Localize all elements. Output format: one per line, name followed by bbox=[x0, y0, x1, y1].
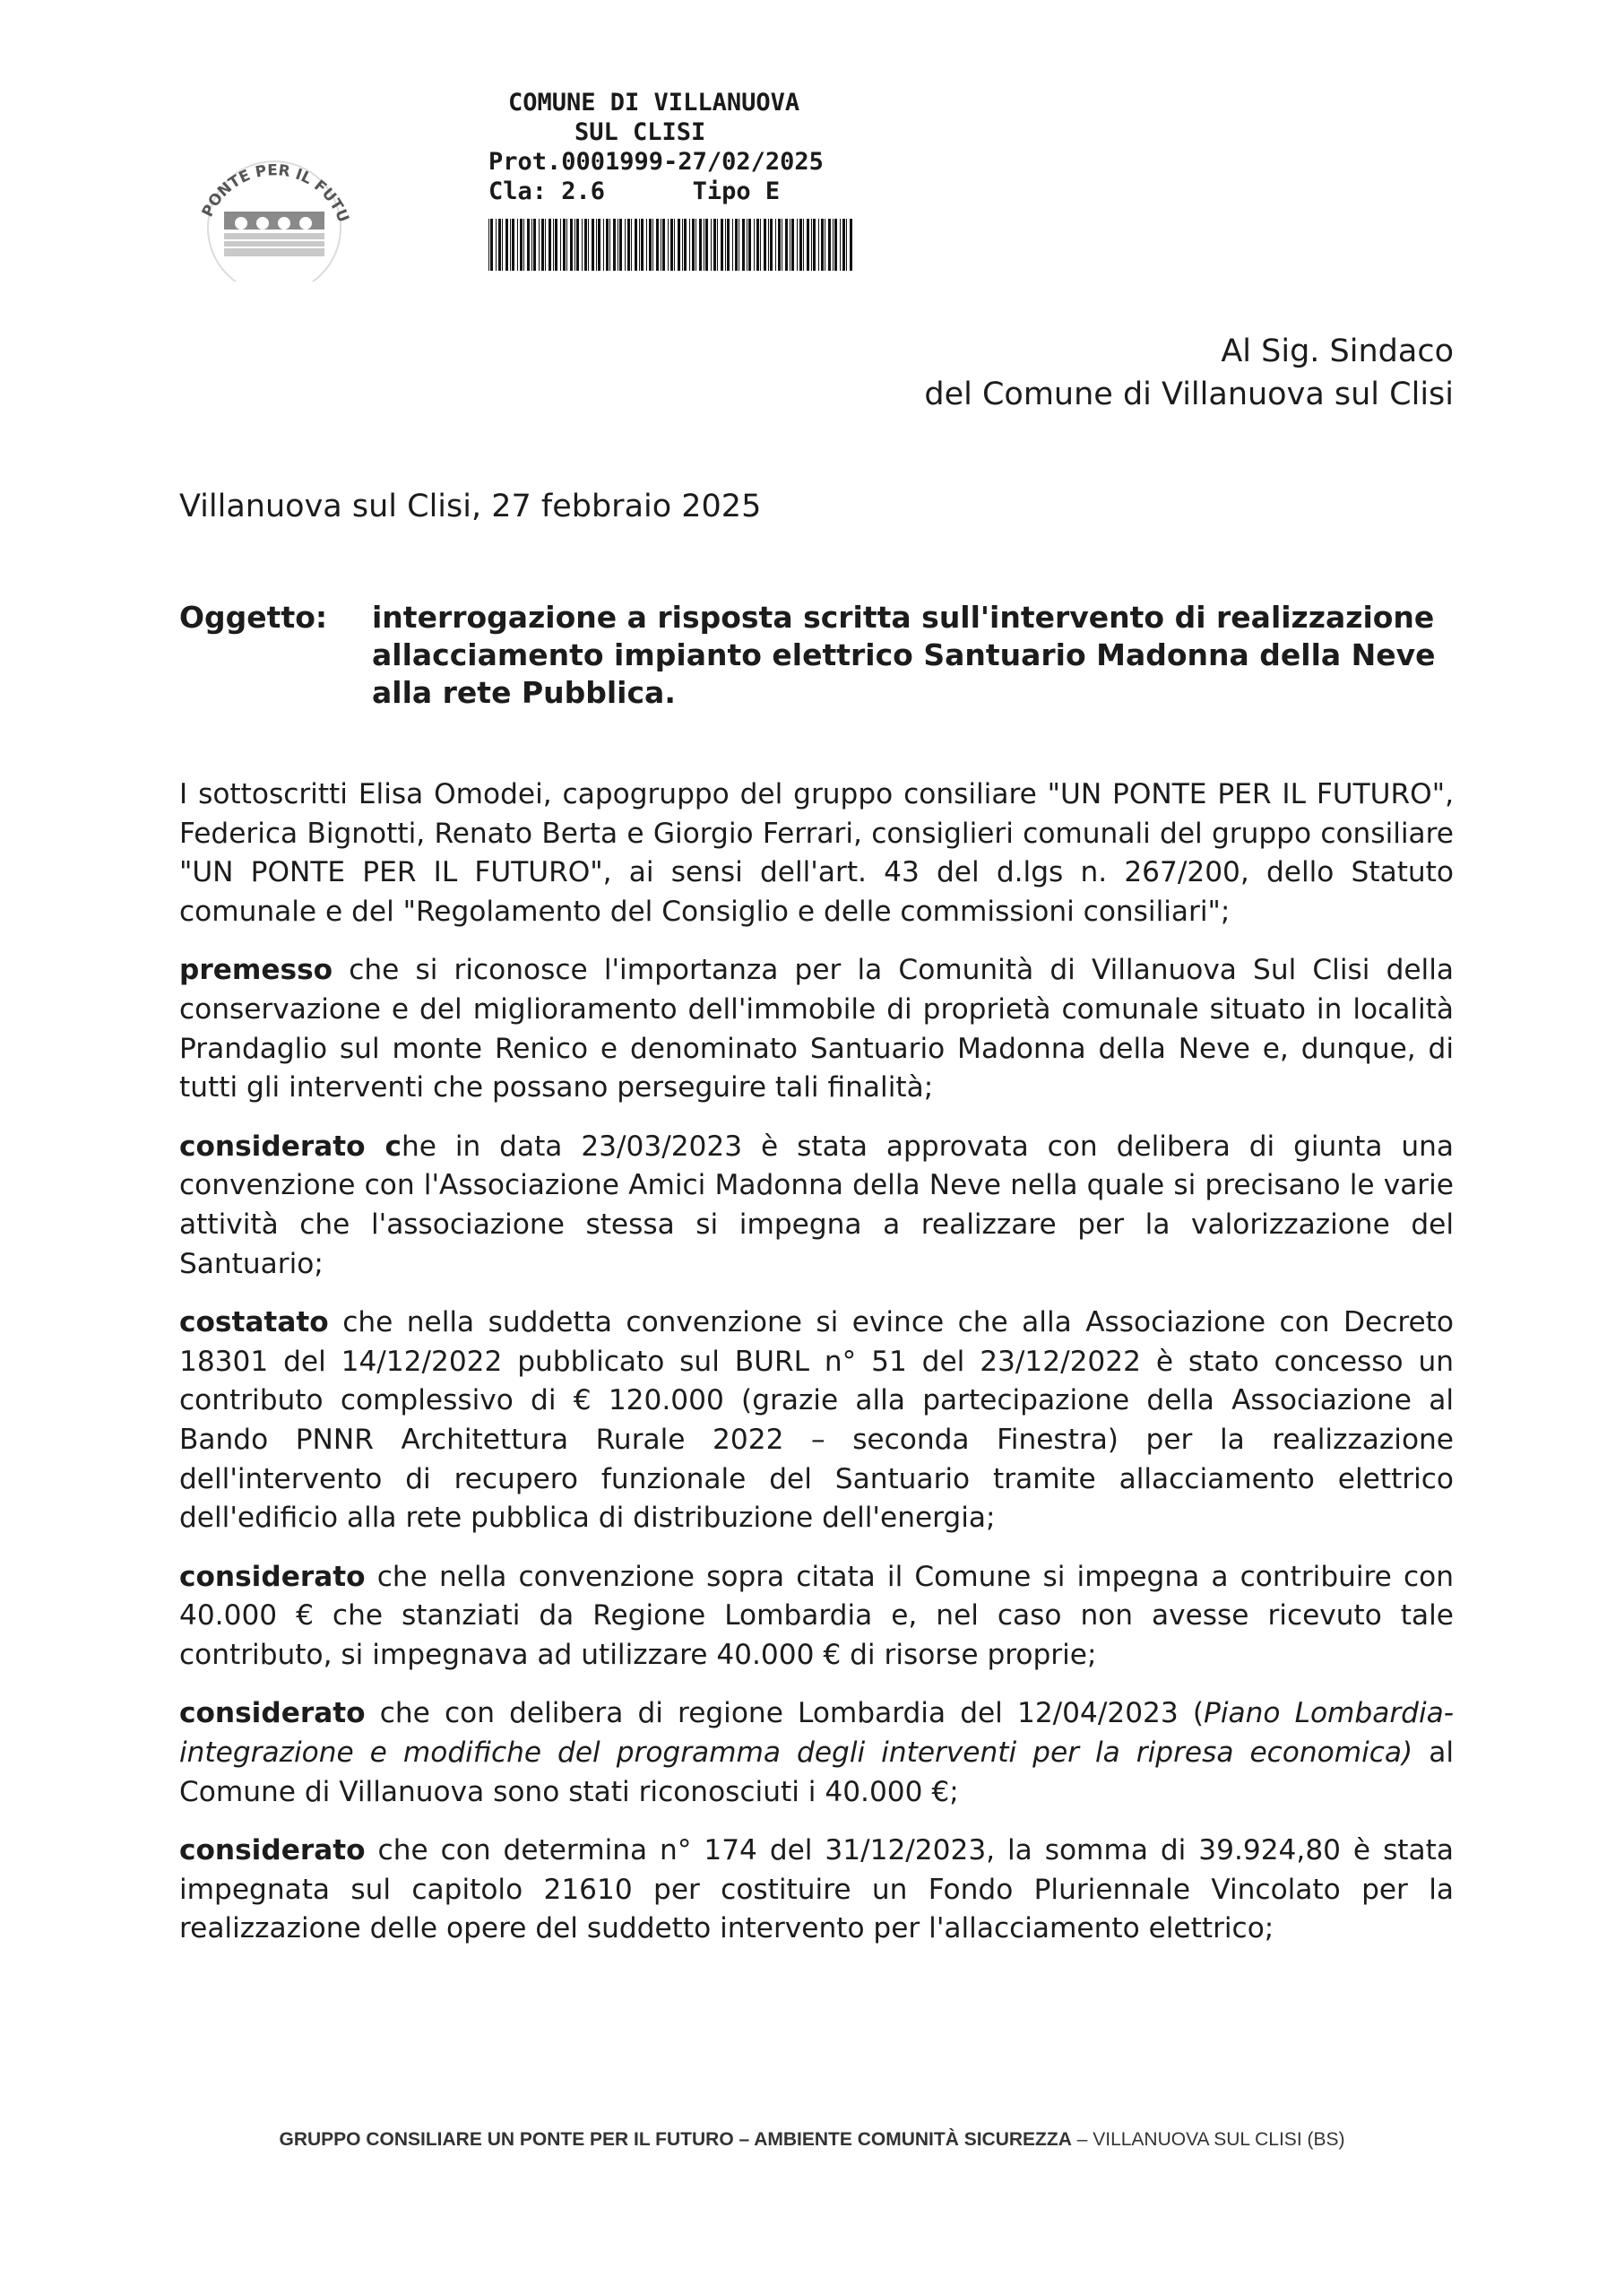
paragraph-text: che con delibera di regione Lombardia del 12/04/2023 ( bbox=[365, 1697, 1205, 1730]
barcode-bar bbox=[699, 219, 702, 271]
paragraph-considerato-1 bbox=[179, 1128, 1454, 1284]
barcode-bar bbox=[775, 219, 776, 271]
barcode-bar bbox=[813, 219, 816, 271]
barcode-bar bbox=[748, 219, 751, 271]
barcode-bar bbox=[498, 219, 501, 271]
barcode-bar bbox=[834, 219, 837, 271]
paragraph-costatato bbox=[179, 1303, 1454, 1538]
footer-group-name: GRUPPO CONSILIARE UN PONTE PER IL FUTURO – AMBIENTE COMUNITÀ SICUREZZA bbox=[279, 2129, 1072, 2150]
barcode-bar bbox=[613, 219, 616, 271]
barcode-bar bbox=[592, 219, 594, 271]
barcode-bar bbox=[695, 219, 696, 271]
paragraph-text: he in data 23/03/2023 è stata approvata con delibera di giunta una convenzione con l'Associazione Amici Madonna della Neve nella quale si precisano le varie attività che l'associazione stessa si impegna a realizzare per la valorizzazione del Santuario; bbox=[179, 1130, 1454, 1280]
stamp-line-2: SUL CLISI bbox=[574, 118, 706, 146]
barcode-bar bbox=[502, 219, 503, 271]
barcode-bar bbox=[662, 219, 665, 271]
bridge-logo-icon bbox=[188, 145, 360, 281]
barcode-bar bbox=[517, 219, 518, 271]
barcode-bar bbox=[553, 219, 554, 271]
barcode-bar bbox=[619, 219, 622, 271]
barcode-bar bbox=[496, 219, 497, 271]
barcode-bar bbox=[627, 219, 630, 271]
barcode-bar bbox=[764, 219, 766, 271]
barcode-bar bbox=[588, 219, 589, 271]
barcode-bar bbox=[584, 219, 587, 271]
subject-block bbox=[179, 599, 1461, 712]
paragraph-considerato-3 bbox=[179, 1694, 1454, 1812]
paragraph-considerato-4 bbox=[179, 1832, 1454, 1949]
barcode-bar bbox=[596, 219, 597, 271]
barcode-bar bbox=[488, 219, 489, 271]
barcode-bar bbox=[563, 219, 566, 271]
barcode-bar bbox=[520, 219, 523, 271]
barcode-bar bbox=[735, 219, 738, 271]
barcode-bar bbox=[656, 219, 659, 271]
barcode-bar bbox=[541, 219, 544, 271]
barcode-bar bbox=[560, 219, 561, 271]
barcode-bar bbox=[689, 219, 690, 271]
paragraph-text-continued: al Comune di Villanuova sono stati riconosciuti i 40.000 €; bbox=[179, 1736, 1454, 1808]
barcode-bar bbox=[566, 219, 567, 271]
barcode-bar bbox=[778, 219, 781, 271]
barcode-bar bbox=[742, 219, 745, 271]
paragraph-italic-reference: Piano Lombardia- integrazione e modifiche del programma degli interventi per la ripresa economica) bbox=[179, 1697, 1454, 1770]
stamp-classification: Cla: 2.6 Tipo E bbox=[488, 178, 781, 205]
barcode-bar bbox=[842, 219, 845, 271]
paragraph-lead: costatato bbox=[179, 1306, 329, 1339]
barcode-bar bbox=[531, 219, 532, 271]
barcode-bar bbox=[668, 219, 669, 271]
barcode-bar bbox=[727, 219, 730, 271]
barcode-bar bbox=[760, 219, 761, 271]
recipient-line-2: del Comune di Villanuova sul Clisi bbox=[924, 377, 1454, 412]
barcode-bar bbox=[512, 219, 514, 271]
barcode-bar bbox=[821, 219, 824, 271]
paragraph-text: che si riconosce l'importanza per la Comunità di Villanuova Sul Clisi della conservazione e del miglioramento dell'immobile di proprietà comunale situato in località Prandaglio sul monte Renico e denominato Santuario Madonna della Neve e, dunque, di tutti gli interventi che possano perseguire tali finalità; bbox=[179, 954, 1454, 1104]
barcode-bar bbox=[732, 219, 733, 271]
paragraph-lead: considerato bbox=[179, 1834, 366, 1867]
barcode-bar bbox=[527, 219, 530, 271]
barcode-bar bbox=[770, 219, 773, 271]
barcode-bar bbox=[505, 219, 508, 271]
intro-paragraph: I sottoscritti Elisa Omodei, capogruppo del gruppo consiliare "UN PONTE PER IL FUTURO", Federica Bignotti, Renato Berta e Giorgio Ferrari, consiglieri comunali del gruppo consiliare "UN PONTE PER IL FUTURO", ai sensi dell'art. 43 del d.lgs n. 267/200, dello Statuto comunale e del "Regolamento del Consiglio e delle commissioni consiliari"; bbox=[179, 778, 1454, 928]
barcode-bar bbox=[649, 219, 652, 271]
paragraph-lead: considerato bbox=[179, 1560, 366, 1593]
barcode-bar bbox=[603, 219, 604, 271]
barcode-bar bbox=[490, 219, 493, 271]
paragraph-text: che nella convenzione sopra citata il Comune si impegna a contribuire con 40.000 € che stanziati da Regione Lombardia e, nel caso non avesse ricevuto tale contributo, si impegnava ad utilizzare 40.000 € di risorse proprie; bbox=[179, 1560, 1454, 1671]
barcode-bar bbox=[684, 219, 687, 271]
barcode-bar bbox=[639, 219, 640, 271]
subject-label: Oggetto: bbox=[179, 600, 328, 635]
paragraph-lead: premesso bbox=[179, 954, 333, 987]
paragraph-text: che nella suddetta convenzione si evince che alla Associazione con Decreto 18301 del 14/12/2022 pubblicato sul BURL n° 51 del 23/12/2022 è stato concesso un contributo complessivo di € 120.000 (grazie alla partecipazione della Associazione al Bando PNNR Architettura Rurale 2022 – seconda Finestra) per la realizzazione dell'intervento di recupero funzionale del Santuario tramite allacciamento elettrico dell'edificio alla rete pubblica di distribuzione dell'energia; bbox=[179, 1306, 1454, 1535]
barcode-bar bbox=[725, 219, 726, 271]
barcode-bar bbox=[807, 219, 809, 271]
barcode-bar bbox=[797, 219, 798, 271]
barcode-bar bbox=[711, 219, 712, 271]
barcode-bar bbox=[598, 219, 600, 271]
barcode-bar bbox=[756, 219, 759, 271]
stamp-line-1: COMUNE DI VILLANUOVA bbox=[508, 89, 800, 117]
barcode-bar bbox=[549, 219, 551, 271]
stamp-protocol: Prot.0001999-27/02/2025 bbox=[488, 148, 824, 176]
barcode-bar bbox=[652, 219, 653, 271]
barcode-bar bbox=[609, 219, 610, 271]
barcode-bar bbox=[570, 219, 573, 271]
barcode-bar bbox=[576, 219, 579, 271]
letter-date: Villanuova sul Clisi, 27 febbraio 2025 bbox=[179, 489, 762, 524]
barcode-bar bbox=[768, 219, 769, 271]
barcode-bar bbox=[674, 219, 675, 271]
barcode-bar bbox=[713, 219, 716, 271]
barcode-bar bbox=[850, 219, 852, 271]
protocol-stamp bbox=[488, 88, 824, 206]
barcode-bar bbox=[754, 219, 755, 271]
barcode-bar bbox=[721, 219, 723, 271]
page-footer bbox=[0, 2129, 1624, 2151]
barcode-bar bbox=[785, 219, 788, 271]
barcode-bar bbox=[791, 219, 794, 271]
barcode-bar bbox=[846, 219, 847, 271]
barcode-bar bbox=[606, 219, 609, 271]
paragraph-lead: considerato bbox=[179, 1697, 366, 1730]
barcode-bar bbox=[670, 219, 673, 271]
recipient-line-1: Al Sig. Sindaco bbox=[1221, 333, 1454, 369]
barcode-bar bbox=[533, 219, 536, 271]
barcode-bar bbox=[625, 219, 626, 271]
barcode-bar bbox=[833, 219, 834, 271]
barcode-bar bbox=[646, 219, 647, 271]
barcode-bar bbox=[828, 219, 831, 271]
barcode-bar bbox=[539, 219, 540, 271]
barcode-bar bbox=[818, 219, 819, 271]
barcode bbox=[488, 219, 856, 271]
barcode-bar bbox=[799, 219, 802, 271]
barcode-bar bbox=[803, 219, 804, 271]
barcode-bar bbox=[523, 219, 524, 271]
barcode-bar bbox=[574, 219, 575, 271]
barcode-bar bbox=[631, 219, 632, 271]
recipient-block bbox=[924, 330, 1454, 416]
barcode-bar bbox=[692, 219, 695, 271]
paragraph-considerato-2 bbox=[179, 1558, 1454, 1676]
footer-location: – VILLANUOVA SUL CLISI (BS) bbox=[1071, 2129, 1345, 2150]
barcode-bar bbox=[510, 219, 511, 271]
barcode-bar bbox=[811, 219, 812, 271]
barcode-bar bbox=[545, 219, 546, 271]
letter-body bbox=[179, 775, 1454, 1969]
barcode-bar bbox=[717, 219, 718, 271]
barcode-bar bbox=[641, 219, 644, 271]
barcode-bar bbox=[840, 219, 841, 271]
barcode-bar bbox=[678, 219, 680, 271]
barcode-bar bbox=[635, 219, 637, 271]
svg-text:UN PONTE PER IL FUTURO: PONTE PER IL FUTU bbox=[198, 161, 352, 226]
subject-text: interrogazione a risposta scritta sull'intervento di realizzazione allacciamento impianto elettrico Santuario Madonna della Neve alla rete Pubblica. bbox=[372, 600, 1436, 710]
paragraph-text: che con determina n° 174 del 31/12/2023, la somma di 39.924,80 è stata impegnata sul capitolo 21610 per costituire un Fondo Pluriennale Vincolato per la realizzazione delle opere del suddetto intervento per l'allacciamento elettrico; bbox=[179, 1834, 1454, 1945]
barcode-bar bbox=[682, 219, 683, 271]
barcode-bar bbox=[555, 219, 557, 271]
paragraph-premesso bbox=[179, 951, 1454, 1107]
barcode-bar bbox=[705, 219, 708, 271]
paragraph-lead: considerato c bbox=[179, 1130, 402, 1163]
barcode-bar bbox=[582, 219, 583, 271]
